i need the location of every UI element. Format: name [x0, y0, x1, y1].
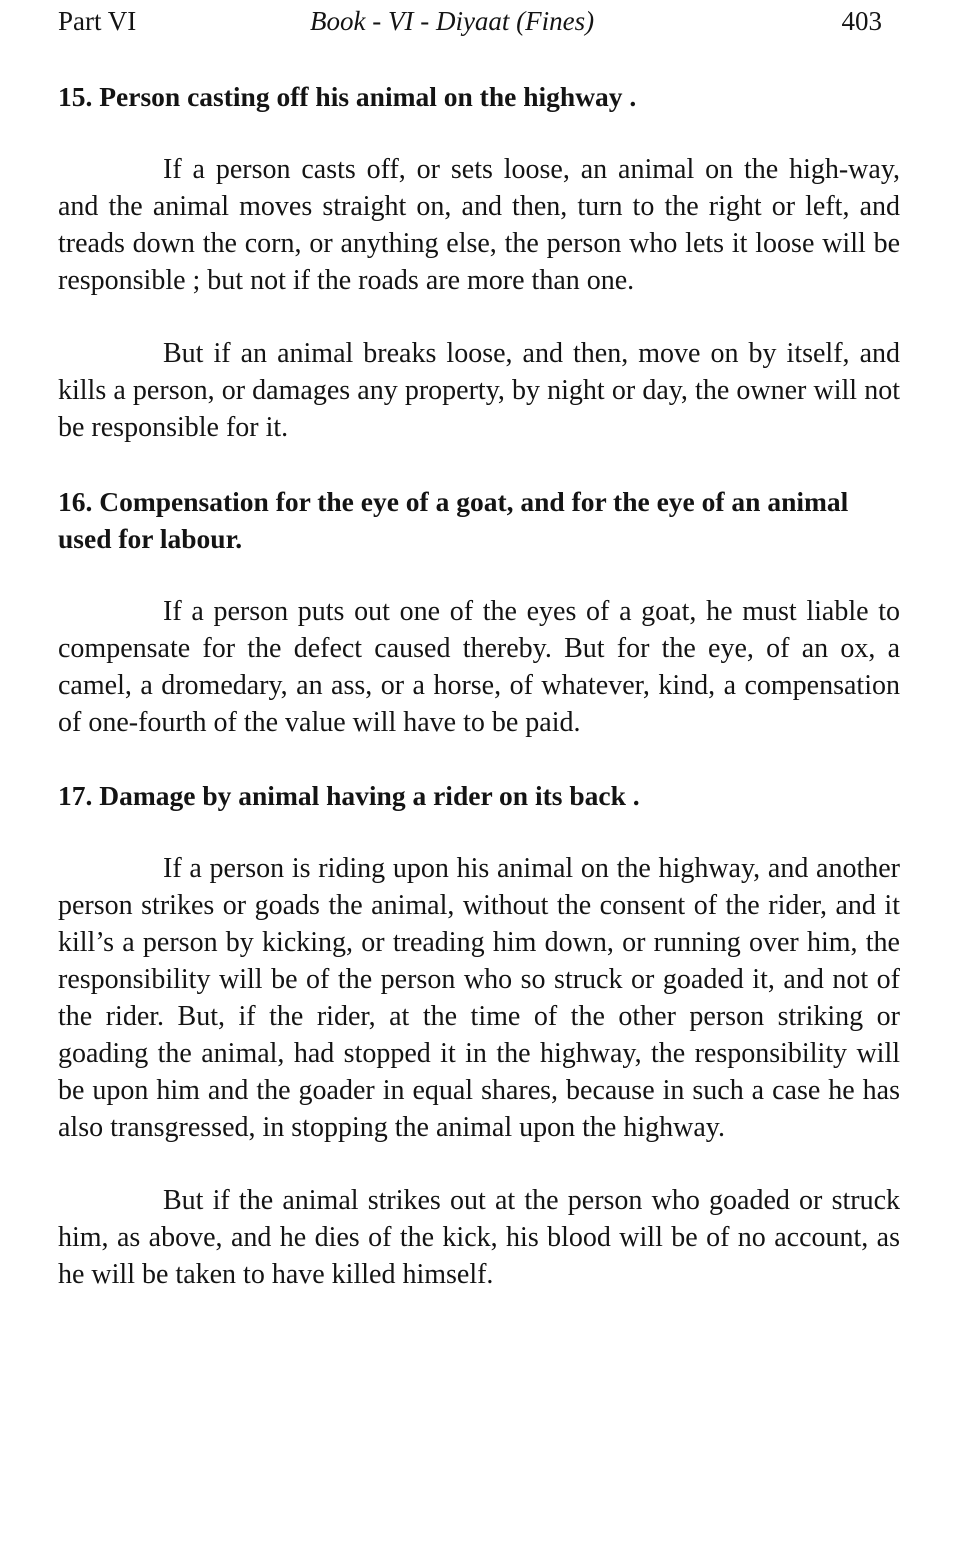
section-15-paragraph-1: If a person casts off, or sets loose, an animal on the high-way, and the animal moves straight on, and then, turn to the right or left, and treads down the corn, or anything else, the person who lets it loose will be responsible ; but not if the roads are more than one.	[58, 154, 900, 296]
running-head	[58, 0, 900, 46]
part-label: Part VI	[58, 6, 137, 36]
section-17-paragraph-1: If a person is riding upon his animal on the highway, and another person strikes or goads the animal, without the consent of the rider, and it kill’s a person by kicking, or treading him down, or running over him, the responsibility will be of the person who so struck or goaded it, and not of the rider. But, if the rider, at the time of the other person striking or goading the animal, had stopped it in the highway, the responsibility will be upon him and the goader in equal shares, because in such a case he has also transgressed, in stopping the animal upon the highway.	[58, 853, 900, 1143]
section-16-heading: 16. Compensation for the eye of a goat, and for the eye of an animal used for labour.	[58, 486, 849, 554]
section-17-paragraph-2: But if the animal strikes out at the person who goaded or struck him, as above, and he dies of the kick, his blood will be of no account, as he will be taken to have killed himself.	[58, 1185, 900, 1290]
section-15-heading: 15. Person casting off his animal on the highway .	[58, 81, 637, 112]
book-page	[58, 0, 900, 1293]
page-number: 403	[841, 6, 882, 36]
book-title: Book - VI - Diyaat (Fines)	[310, 6, 595, 36]
section-15-paragraph-2: But if an animal breaks loose, and then, move on by itself, and kills a person, or damages any property, by night or day, the owner will not be responsible for it.	[58, 338, 900, 443]
section-17-heading: 17. Damage by animal having a rider on its back .	[58, 780, 640, 811]
section-16-paragraph-1: If a person puts out one of the eyes of a goat, he must liable to compensate for the defect caused thereby. But for the eye, of an ox, a camel, a dromedary, an ass, or a horse, of whatever, kind, a compensation of one-fourth of the value will have to be paid.	[58, 596, 900, 738]
